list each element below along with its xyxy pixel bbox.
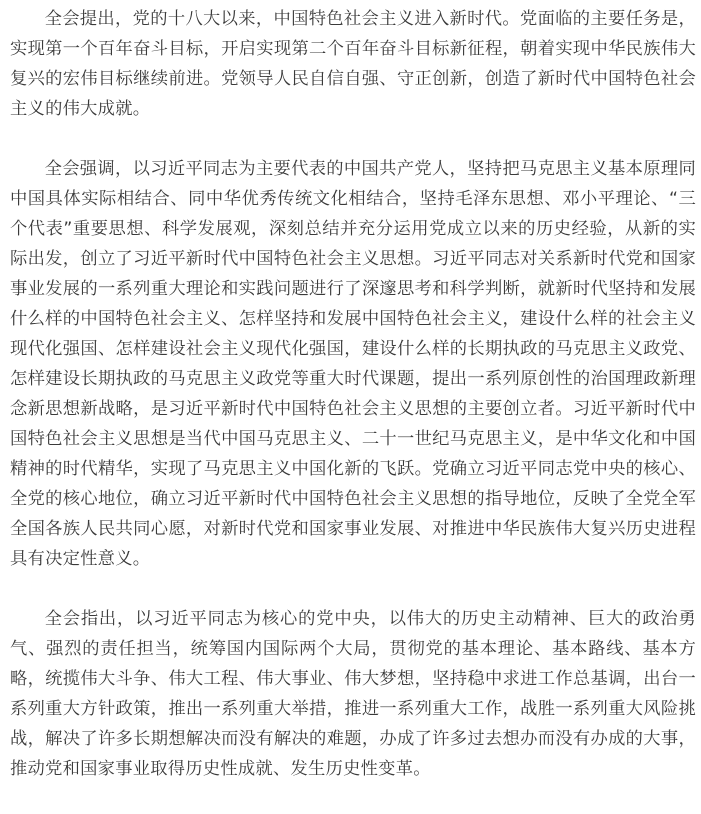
paragraph-new-era: 全会提出，党的十八大以来，中国特色社会主义进入新时代。党面临的主要任务是，实现第一个百年奋斗目标，开启实现第二个百年奋斗目标新征程，朝着实现中华民族伟大复兴的宏伟目标继续前进。党领导人民自信自强、守正创新，创造了新时代中国特色社会主义的伟大成就。: [10, 9, 696, 119]
article-body: [10, 4, 696, 784]
paragraph-achievements: 全会指出，以习近平同志为核心的党中央，以伟大的历史主动精神、巨大的政治勇气、强烈的责任担当，统筹国内国际两个大局，贯彻党的基本理论、基本路线、基本方略，统揽伟大斗争、伟大工程、伟大事业、伟大梦想，坚持稳中求进工作总基调，出台一系列重大方针政策，推出一系列重大举措，推进一系列重大工作，战胜一系列重大风险挑战，解决了许多长期想解决而没有解决的难题，办成了许多过去想办而没有办成的大事，推动党和国家事业取得历史性成就、发生历史性变革。: [10, 609, 696, 779]
paragraph-xi-thought: 全会强调，以习近平同志为主要代表的中国共产党人，坚持把马克思主义基本原理同中国具体实际相结合、同中华优秀传统文化相结合，坚持毛泽东思想、邓小平理论、“三个代表”重要思想、科学发展观，深刻总结并充分运用党成立以来的历史经验，从新的实际出发，创立了习近平新时代中国特色社会主义思想。习近平同志对关系新时代党和国家事业发展的一系列重大理论和实践问题进行了深邃思考和科学判断，就新时代坚持和发展什么样的中国特色社会主义、怎样坚持和发展中国特色社会主义，建设什么样的社会主义现代化强国、怎样建设社会主义现代化强国，建设什么样的长期执政的马克思主义政党、怎样建设长期执政的马克思主义政党等重大时代课题，提出一系列原创性的治国理政新理念新思想新战略，是习近平新时代中国特色社会主义思想的主要创立者。习近平新时代中国特色社会主义思想是当代中国马克思主义、二十一世纪马克思主义，是中华文化和中国精神的时代精华，实现了马克思主义中国化新的飞跃。党确立习近平同志党中央的核心、全党的核心地位，确立习近平新时代中国特色社会主义思想的指导地位，反映了全党全军全国各族人民共同心愿，对新时代党和国家事业发展、对推进中华民族伟大复兴历史进程具有决定性意义。: [10, 159, 696, 569]
